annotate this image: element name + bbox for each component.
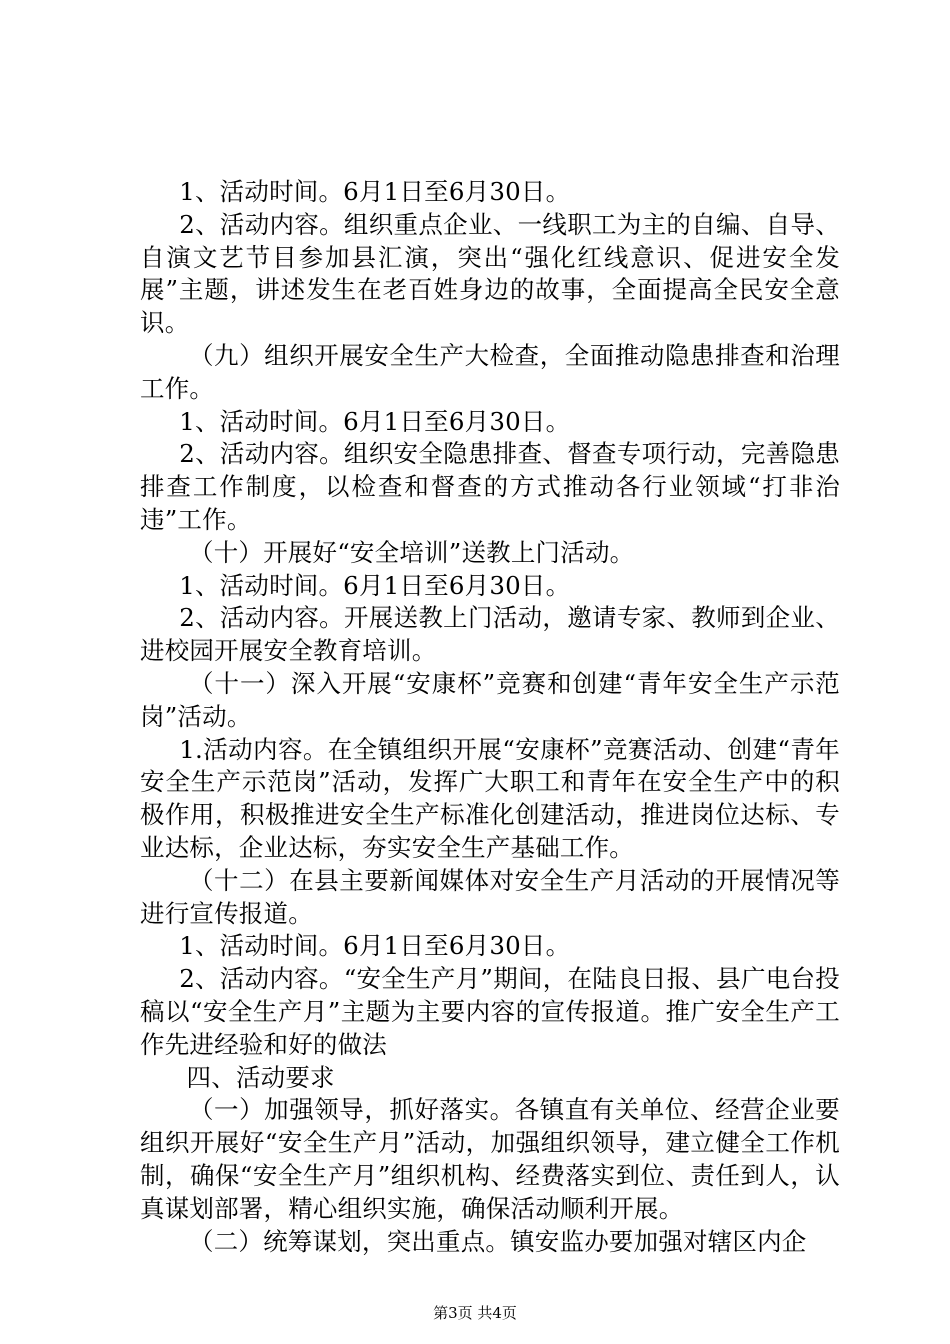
section-heading: （十二）在县主要新闻媒体对安全生产月活动的开展情况等进行宣传报道。: [140, 865, 840, 928]
section-heading: （一）加强领导，抓好落实。各镇直有关单位、经营企业要组织开展好“安全生产月”活动，加强组织领导，建立健全工作机制，确保“安全生产月”组织机构、经费落实到位、责任到人，认真谋划部署，精心组织实施，确保活动顺利开展。: [140, 1095, 840, 1223]
section-heading: （十）开展好“安全培训”送教上门活动。: [189, 537, 635, 567]
section-heading: （十一）深入开展“安康杯”竞赛和创建“青年安全生产示范岗”活动。: [140, 668, 840, 731]
paragraph: 2、活动内容。组织安全隐患排查、督查专项行动，完善隐患排查工作制度，以检查和督查的方式推动各行业领域“打非治违”工作。: [140, 439, 840, 534]
paragraph: 1、活动时间。6月1日至6月30日。: [179, 931, 571, 961]
paragraph: 1、活动时间。6月1日至6月30日。: [179, 570, 571, 600]
paragraph: 2、活动内容。组织重点企业、一线职工为主的自编、自导、自演文艺节目参加县汇演，突出“强化红线意识、促进安全发展”主题，讲述发生在老百姓身边的故事，全面提高全民安全意识。: [140, 209, 840, 338]
section-heading: （二）统筹谋划，突出重点。镇安监办要加强对辖区内企: [189, 1226, 807, 1256]
paragraph: 1.活动内容。在全镇组织开展“安康杯”竞赛活动、创建“青年安全生产示范岗”活动，发挥广大职工和青年在安全生产中的积极作用，积极推进安全生产标准化创建活动，推进岗位达标、专业达标，企业达标，夯实安全生产基础工作。: [140, 734, 840, 862]
paragraph: 1、活动时间。6月1日至6月30日。: [179, 177, 571, 206]
section-heading: （九）组织开展安全生产大检查，全面推动隐患排查和治理工作。: [140, 340, 840, 403]
paragraph: 2、活动内容。开展送教上门活动，邀请专家、教师到企业、进校园开展安全教育培训。: [140, 603, 840, 666]
chapter-heading: 四、活动要求: [186, 1062, 335, 1092]
paragraph: 1、活动时间。6月1日至6月30日。: [179, 406, 571, 436]
page-number-footer: 第3页 共4页: [433, 1304, 517, 1322]
document-body: [140, 176, 840, 1258]
paragraph: 2、活动内容。“安全生产月”期间，在陆良日报、县广电台投稿以“安全生产月”主题为主要内容的宣传报道。推广安全生产工作先进经验和好的做法: [140, 964, 840, 1059]
